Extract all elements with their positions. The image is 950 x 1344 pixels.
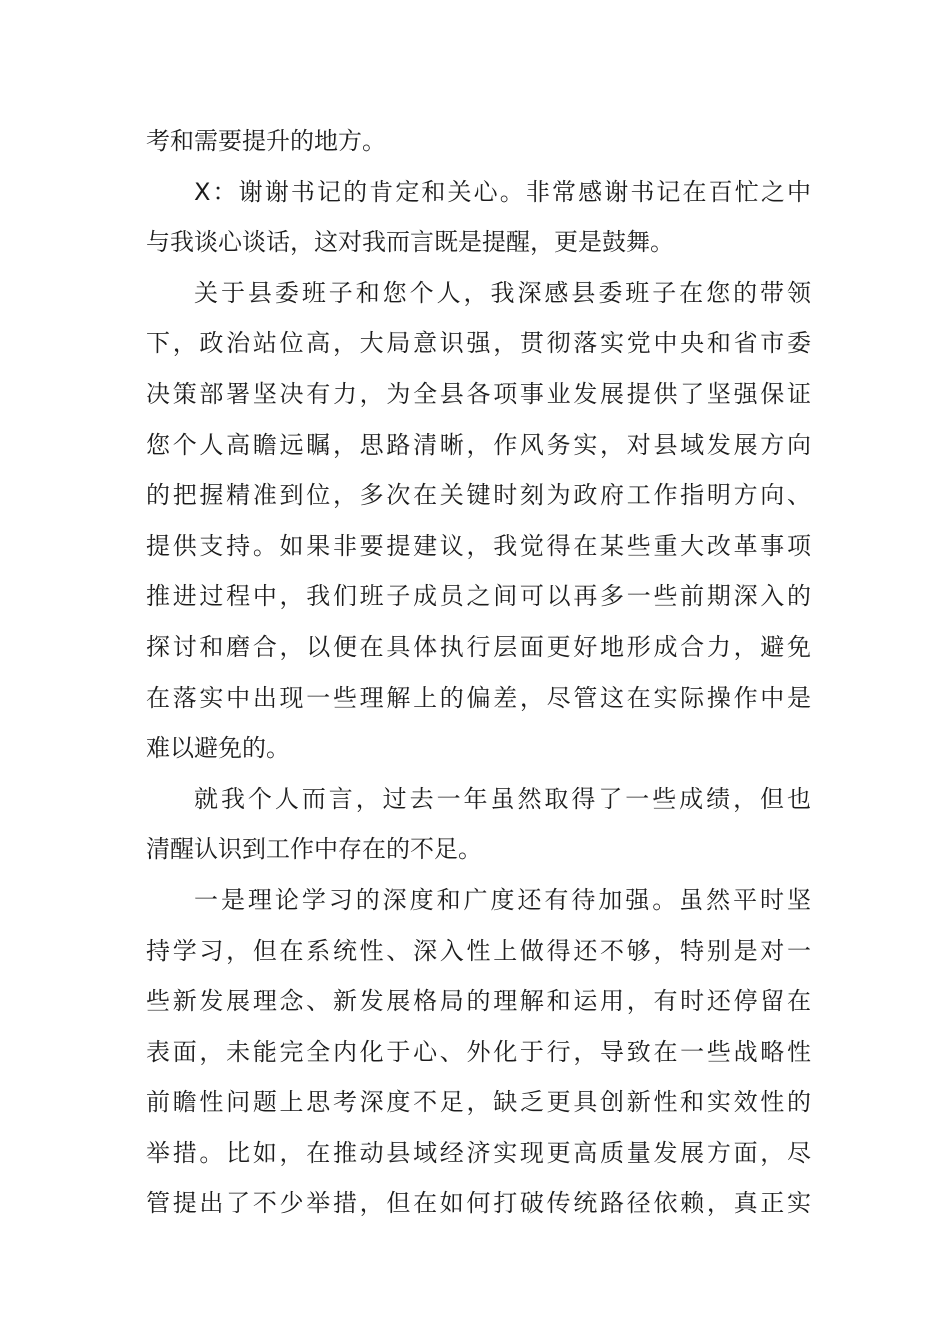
paragraph <box>146 116 811 167</box>
text-line: 表面，未能完全内化于心、外化于行，导致在一些战略性 <box>146 1037 811 1066</box>
paragraph <box>146 268 811 774</box>
text-line: 管提出了不少举措，但在如何打破传统路径依赖，真正实 <box>146 1189 811 1218</box>
text-line: 下，政治站位高，大局意识强，贯彻落实党中央和省市委 <box>146 329 811 358</box>
text-line: 一是理论学习的深度和广度还有待加强。虽然平时坚 <box>194 885 811 914</box>
text-line: 举措。比如，在推动县域经济实现更高质量发展方面，尽 <box>146 1138 811 1167</box>
paragraph <box>146 875 811 1229</box>
text-line: 难以避免的。 <box>146 734 290 763</box>
text-line: 与我谈心谈话，这对我而言既是提醒，更是鼓舞。 <box>146 228 674 257</box>
text-line: 些新发展理念、新发展格局的理解和运用，有时还停留在 <box>146 987 811 1016</box>
text-line: 推进过程中，我们班子成员之间可以再多一些前期深入的 <box>146 582 811 611</box>
document-body <box>146 116 811 1229</box>
paragraph <box>146 167 811 268</box>
text-line: 决策部署坚决有力，为全县各项事业发展提供了坚强保证 <box>146 379 811 408</box>
text-line: X：谢谢书记的肯定和关心。非常感谢书记在百忙之中 <box>194 177 811 206</box>
text-line: 您个人高瞻远瞩，思路清晰，作风务实，对县域发展方向 <box>146 430 811 459</box>
text-line: 关于县委班子和您个人，我深感县委班子在您的带领 <box>194 278 811 307</box>
text-line: 清醒认识到工作中存在的不足。 <box>146 835 482 864</box>
text-line: 持学习，但在系统性、深入性上做得还不够，特别是对一 <box>146 936 811 965</box>
text-line: 就我个人而言，过去一年虽然取得了一些成绩，但也 <box>194 784 811 813</box>
text-line: 前瞻性问题上思考深度不足，缺乏更具创新性和实效性的 <box>146 1088 811 1117</box>
text-line: 提供支持。如果非要提建议，我觉得在某些重大改革事项 <box>146 531 811 560</box>
text-line: 的把握精准到位，多次在关键时刻为政府工作指明方向、 <box>146 481 811 510</box>
text-line: 考和需要提升的地方。 <box>146 127 386 155</box>
paragraph <box>146 774 811 875</box>
text-line: 在落实中出现一些理解上的偏差，尽管这在实际操作中是 <box>146 683 811 712</box>
text-line: 探讨和磨合，以便在具体执行层面更好地形成合力，避免 <box>146 632 811 661</box>
